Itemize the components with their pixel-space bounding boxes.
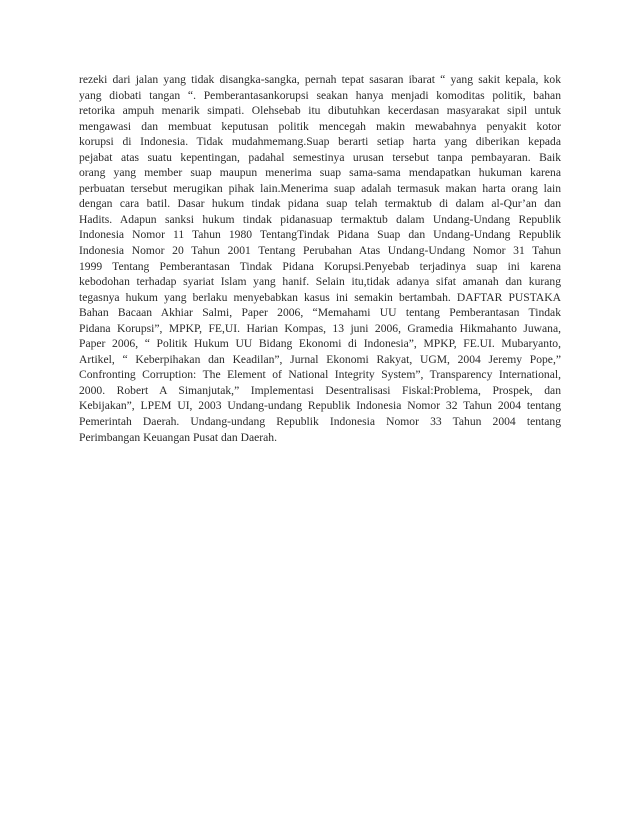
text-line: Hadits. Adapun sanksi hukum tindak pidanasuap termaktub dalam Undang-Undang Republik [79,212,561,226]
text-line: Confronting Corruption: The Element of National Integrity System”, Transparency International, [79,368,561,382]
text-line: tegasnya hukum yang berlaku menyebabkan kasus ini semakin bertambah. DAFTAR PUSTAKA [79,290,561,304]
text-line: Indonesia Nomor 11 Tahun 1980 TentangTindak Pidana Suap dan Undang-Undang Republik [79,228,561,242]
text-line: perbuatan tersebut merugikan pihak lain.Menerima suap adalah termasuk makan harta orang lain [79,181,561,195]
text-line: Artikel, “ Keberpihakan dan Keadilan”, Jurnal Ekonomi Rakyat, UGM, 2004 Jeremy Pope,” [79,352,561,366]
body-text [79,72,561,445]
text-line: pejabat atas suatu kepentingan, padahal semestinya urusan tersebut tanpa pembayaran. Baik [79,150,561,164]
text-line: Pidana Korupsi”, MPKP, FE,UI. Harian Kompas, 13 juni 2006, Gramedia Hikmahanto Juwana, [79,321,561,335]
text-line: 1999 Tentang Pemberantasan Tindak Pidana Korupsi.Penyebab terjadinya suap ini karena [79,259,561,273]
text-line: Perimbangan Keuangan Pusat dan Daerah. [79,430,277,444]
text-line: korupsi di Indonesia. Tidak mudahmemang.Suap berarti setiap harta yang diberikan kepada [79,135,561,149]
text-line: 2000. Robert A Simanjutak,” Implementasi Desentralisasi Fiskal:Problema, Prospek, dan [79,383,561,397]
text-line: Indonesia Nomor 20 Tahun 2001 Tentang Perubahan Atas Undang-Undang Nomor 31 Tahun [79,244,561,258]
text-line: kebodohan terhadap syariat Islam yang hanif. Selain itu,tidak adanya sifat amanah dan kurang [79,275,561,289]
text-line: rezeki dari jalan yang tidak disangka-sangka, pernah tepat sasaran ibarat “ yang sakit kepala, kok [79,73,561,86]
text-line: retorika ampuh menarik simpati. Olehsebab itu dibutuhkan kecerdasan masyarakat sipil untuk [79,104,561,118]
text-line: Bahan Bacaan Akhiar Salmi, Paper 2006, “Memahami UU tentang Pemberantasan Tindak [79,306,561,320]
text-line: Paper 2006, “ Politik Hukum UU Bidang Ekonomi di Indonesia”, MPKP, FE.UI. Mubaryanto, [79,337,561,351]
text-line: mengawasi dan membuat keputusan politik mencegah makin mewabahnya penyakit kotor [79,119,561,133]
text-line: Kebijakan”, LPEM UI, 2003 Undang-undang Republik Indonesia Nomor 32 Tahun 2004 tentang [79,399,561,413]
text-line: yang diobati tangan “. Pemberantasankorupsi seakan hanya menjadi komoditas politik, bahan [79,88,561,102]
text-line: dengan cara batil. Dasar hukum tindak pidana suap telah termaktub di dalam al-Qur’an dan [79,197,561,211]
text-line: orang yang member suap maupun menerima suap sama-sama mendapatkan hukuman karena [79,166,561,180]
text-line: Pemerintah Daerah. Undang-undang Republik Indonesia Nomor 33 Tahun 2004 tentang [79,415,561,429]
